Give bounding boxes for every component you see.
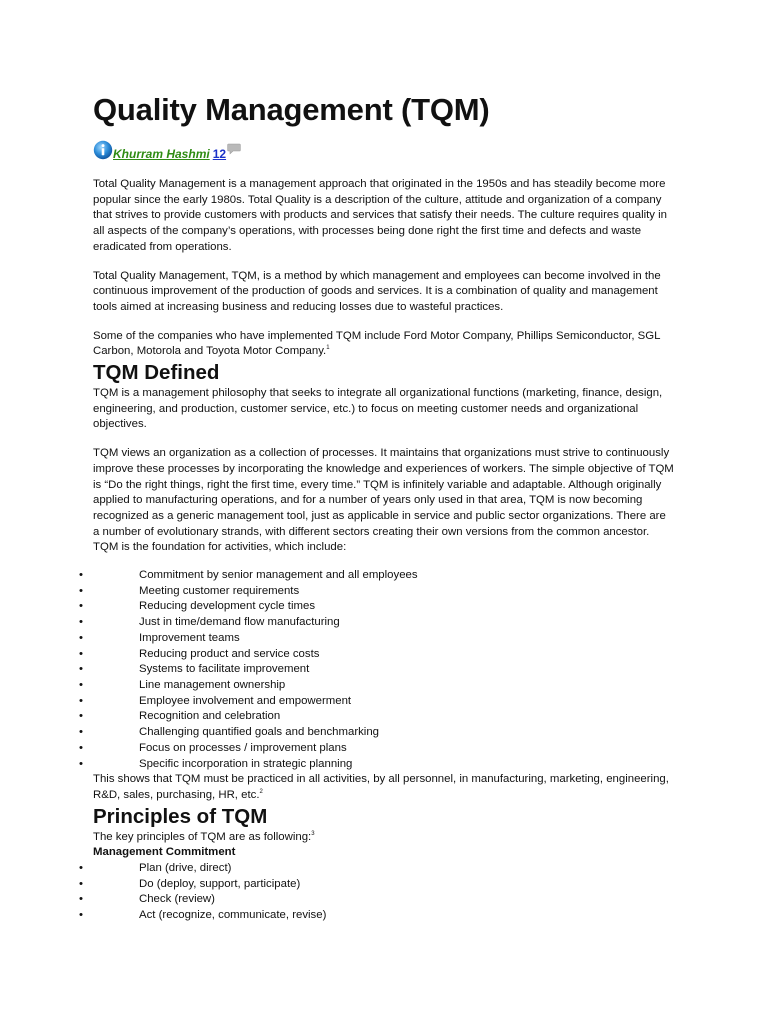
byline <box>93 139 675 161</box>
list-item-text: Systems to facilitate improvement <box>139 663 310 676</box>
list-item <box>79 631 675 647</box>
bullet: • <box>79 710 83 723</box>
author-link[interactable]: Khurram Hashmi <box>113 147 210 161</box>
list-item <box>79 709 675 725</box>
bullet: • <box>79 726 83 739</box>
bullet: • <box>79 893 83 906</box>
tqm-defined-closing <box>93 772 675 803</box>
bullet: • <box>79 862 83 875</box>
bullet: • <box>79 909 83 922</box>
list-item-text: Employee involvement and empowerment <box>139 694 352 707</box>
bullet: • <box>79 569 83 582</box>
activities-list <box>79 568 675 772</box>
footnote-marker-2: 2 <box>259 789 263 796</box>
bullet: • <box>79 757 83 770</box>
list-item-text: Focus on processes / improvement plans <box>139 741 347 754</box>
list-item-text: Plan (drive, direct) <box>139 862 232 875</box>
bullet: • <box>79 631 83 644</box>
list-item <box>79 615 675 631</box>
bullet: • <box>79 741 83 754</box>
article <box>79 90 675 924</box>
footnote-marker-3: 3 <box>311 830 315 837</box>
list-item-text: Reducing product and service costs <box>139 647 320 660</box>
list-item-text: Do (deploy, support, participate) <box>139 877 301 890</box>
intro-paragraph-2: Total Quality Management, TQM, is a method by which management and employees can become involved in the continuous improvement of the production of goods and services. It is a combination of quality and management tools aimed at increasing business and reducing losses due to wasteful practices. <box>93 269 661 313</box>
info-icon <box>93 140 113 160</box>
list-item <box>79 908 675 924</box>
intro-paragraph-3 <box>93 329 675 360</box>
list-item-text: Line management ownership <box>139 678 286 691</box>
bullet: • <box>79 647 83 660</box>
list-item-text: Challenging quantified goals and benchmarking <box>139 726 380 739</box>
list-item <box>79 861 675 877</box>
section-heading-principles: Principles of TQM <box>93 804 268 828</box>
list-item <box>79 568 675 584</box>
list-item <box>79 892 675 908</box>
list-item-text: Meeting customer requirements <box>139 584 300 597</box>
management-commitment-list <box>79 861 675 924</box>
management-commitment-label: Management Commitment <box>93 846 236 859</box>
page-title: Quality Management (TQM) <box>93 92 490 127</box>
list-item-text: Specific incorporation in strategic planning <box>139 757 353 770</box>
tqm-defined-closing-text: This shows that TQM must be practiced in all activities, by all personnel, in manufacturing, marketing, engineering, R&D, sales, purchasing, HR, etc. <box>93 773 669 801</box>
list-item-text: Reducing development cycle times <box>139 600 316 613</box>
list-item <box>79 647 675 663</box>
list-item <box>79 694 675 710</box>
intro-paragraph-3-text: Some of the companies who have implemented TQM include Ford Motor Company, Phillips Semiconductor, SGL Carbon, Motorola and Toyota Motor Company. <box>93 329 661 358</box>
list-item-text: Commitment by senior management and all employees <box>139 569 418 582</box>
list-item <box>79 678 675 694</box>
footnote-marker-1: 1 <box>326 345 330 352</box>
list-item-text: Improvement teams <box>139 631 240 644</box>
tqm-defined-paragraph-2: TQM views an organization as a collection of processes. It maintains that organizations must strive to continuously improve these processes by incorporating the knowledge and experiences of workers. The simple objective of TQM is “Do the right things, right the first time, every time.” TQM is infinitely variable and adaptable. Although originally applied to manufacturing operations, and for a number of years only used in that area, TQM is now becoming recognized as a generic management tool, just as applicable in service and public sector organizations. There are a number of evolutionary strands, with different sectors creating their own versions from the common ancestor. TQM is the foundation for activities, which include: <box>93 447 674 554</box>
bullet: • <box>79 877 83 890</box>
principles-intro <box>93 830 675 846</box>
principles-intro-text: The key principles of TQM are as following: <box>93 830 312 843</box>
bullet: • <box>79 663 83 676</box>
bullet: • <box>79 600 83 613</box>
section-heading-tqm-defined: TQM Defined <box>93 361 220 385</box>
list-item-text: Act (recognize, communicate, revise) <box>139 909 327 922</box>
intro-paragraph-1: Total Quality Management is a management approach that originated in the 1950s and has steadily become more popular since the early 1980s. Total Quality is a description of the culture, attitude and organization of a company that strives to provide customers with products and services that satisfy their needs. The culture requires quality in all aspects of the company’s operations, with processes being done right the first time and defects and waste eradicated from operations. <box>93 178 668 253</box>
list-item-text: Just in time/demand flow manufacturing <box>139 616 340 629</box>
list-item <box>79 662 675 678</box>
list-item-text: Check (review) <box>139 893 215 906</box>
bullet: • <box>79 694 83 707</box>
list-item <box>79 741 675 757</box>
list-item <box>79 725 675 741</box>
list-item <box>79 599 675 615</box>
list-item <box>79 877 675 893</box>
list-item <box>79 757 675 773</box>
comment-icon[interactable] <box>227 143 241 155</box>
bullet: • <box>79 584 83 597</box>
list-item <box>79 584 675 600</box>
comment-count-link[interactable]: 12 <box>212 147 227 161</box>
tqm-defined-paragraph-1: TQM is a management philosophy that seeks to integrate all organizational functions (marketing, finance, design, engineering, and production, customer service, etc.) to focus on meeting customer needs and organizational objectives. <box>93 387 663 431</box>
bullet: • <box>79 616 83 629</box>
bullet: • <box>79 678 83 691</box>
list-item-text: Recognition and celebration <box>139 710 281 723</box>
